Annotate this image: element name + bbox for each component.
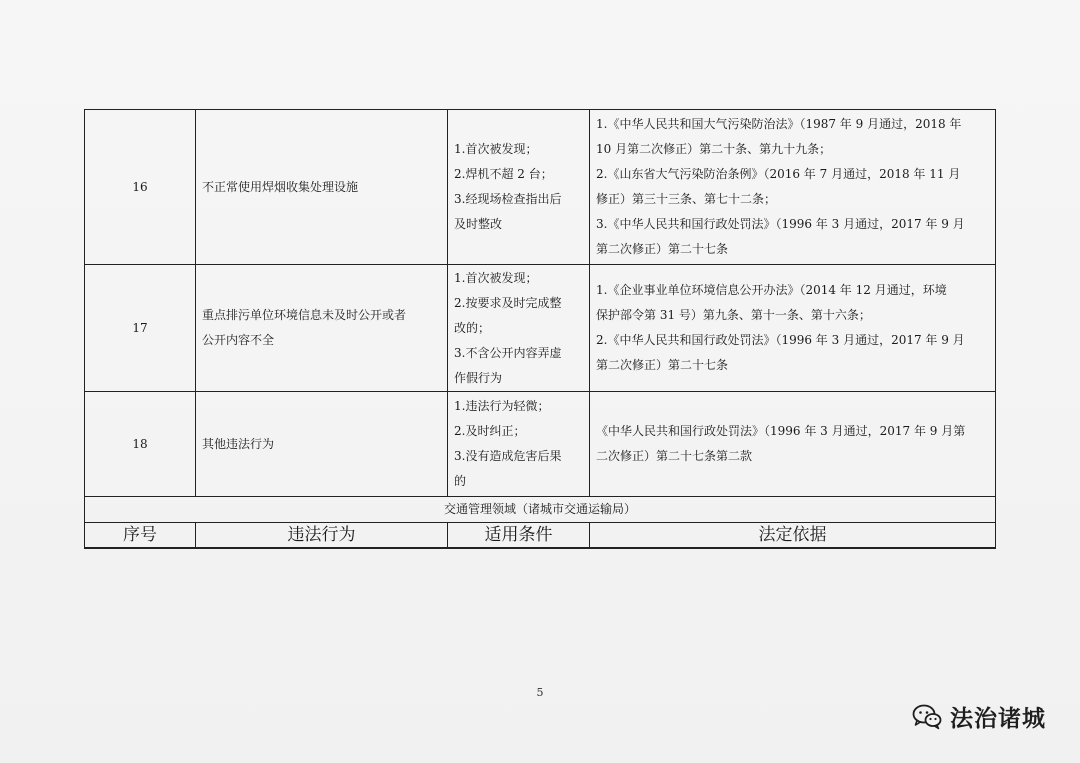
- header-number: 序号: [85, 523, 196, 549]
- violation-text: 重点排污单位环境信息未及时公开或者: [202, 308, 407, 322]
- header-legal-basis: 法定依据: [590, 523, 996, 549]
- condition-line: 1.违法行为轻微；: [454, 399, 550, 413]
- header-violation: 违法行为: [196, 523, 448, 549]
- condition-line: 3.没有造成危害后果: [454, 449, 562, 463]
- condition-line: 改的；: [454, 320, 491, 335]
- section-row: [85, 497, 996, 523]
- basis-line: 保护部令第 31 号）第九条、第十一条、第十六条；: [596, 308, 871, 322]
- basis-line: 二次修正）第二十七条第二款: [596, 449, 753, 463]
- condition-line: 及时整改: [454, 217, 503, 231]
- legal-basis-cell: [590, 265, 996, 392]
- basis-line: 1.《企业事业单位环境信息公开办法》（2014 年 12 月通过，环境: [596, 283, 947, 297]
- basis-line: 2.《中华人民共和国行政处罚法》（1996 年 3 月通过，2017 年 9 月: [596, 333, 965, 347]
- violation-text: 不正常使用焊烟收集处理设施: [202, 179, 359, 194]
- violation-cell: [196, 110, 448, 265]
- condition-line: 3.经现场检查指出后: [454, 192, 562, 206]
- condition-line: 3.不含公开内容弄虚: [454, 345, 562, 360]
- row-number: 18: [85, 392, 196, 497]
- wechat-icon: [912, 704, 942, 730]
- regulation-table: [84, 109, 996, 549]
- condition-line: 1.首次被发现；: [454, 270, 538, 285]
- table-header-row: [85, 523, 996, 549]
- violation-text: 公开内容不全: [202, 333, 275, 347]
- basis-line: 第二次修正）第二十七条: [596, 242, 729, 256]
- legal-basis-cell: [590, 392, 996, 497]
- basis-line: 10 月第二次修正）第二十条、第九十九条；: [596, 142, 832, 156]
- legal-basis-cell: [590, 110, 996, 265]
- condition-cell: [448, 392, 590, 497]
- row-number: 16: [85, 110, 196, 265]
- basis-line: 2.《山东省大气污染防治条例》（2016 年 7 月通过，2018 年 11 月: [596, 167, 961, 181]
- basis-line: 3.《中华人民共和国行政处罚法》（1996 年 3 月通过，2017 年 9 月: [596, 217, 965, 231]
- condition-line: 2.及时纠正；: [454, 424, 526, 438]
- condition-line: 作假行为: [454, 370, 503, 385]
- violation-cell: [196, 392, 448, 497]
- basis-line: 《中华人民共和国行政处罚法》（1996 年 3 月通过，2017 年 9 月第: [596, 424, 966, 438]
- row-number: 17: [85, 265, 196, 392]
- condition-line: 1.首次被发现；: [454, 142, 538, 156]
- basis-line: 1.《中华人民共和国大气污染防治法》（1987 年 9 月通过，2018 年: [596, 117, 962, 131]
- header-condition: 适用条件: [448, 523, 590, 549]
- basis-line: 修正）第三十三条、第七十二条；: [596, 192, 777, 206]
- condition-cell: [448, 110, 590, 265]
- table-row: [85, 265, 996, 392]
- watermark-text: 法治诸城: [950, 706, 1046, 732]
- basis-line: 第二次修正）第二十七条: [596, 358, 729, 372]
- watermark: [912, 700, 1046, 733]
- condition-cell: [448, 265, 590, 392]
- condition-line: 2.按要求及时完成整: [454, 295, 562, 310]
- condition-line: 的: [454, 474, 467, 488]
- violation-cell: [196, 265, 448, 392]
- table-row: [85, 110, 996, 265]
- table-row: [85, 392, 996, 497]
- page-number: 5: [536, 686, 544, 699]
- section-title: 交通管理领域（诸城市交通运输局）: [85, 497, 996, 523]
- violation-text: 其他违法行为: [202, 436, 275, 451]
- condition-line: 2.焊机不超 2 台；: [454, 167, 553, 181]
